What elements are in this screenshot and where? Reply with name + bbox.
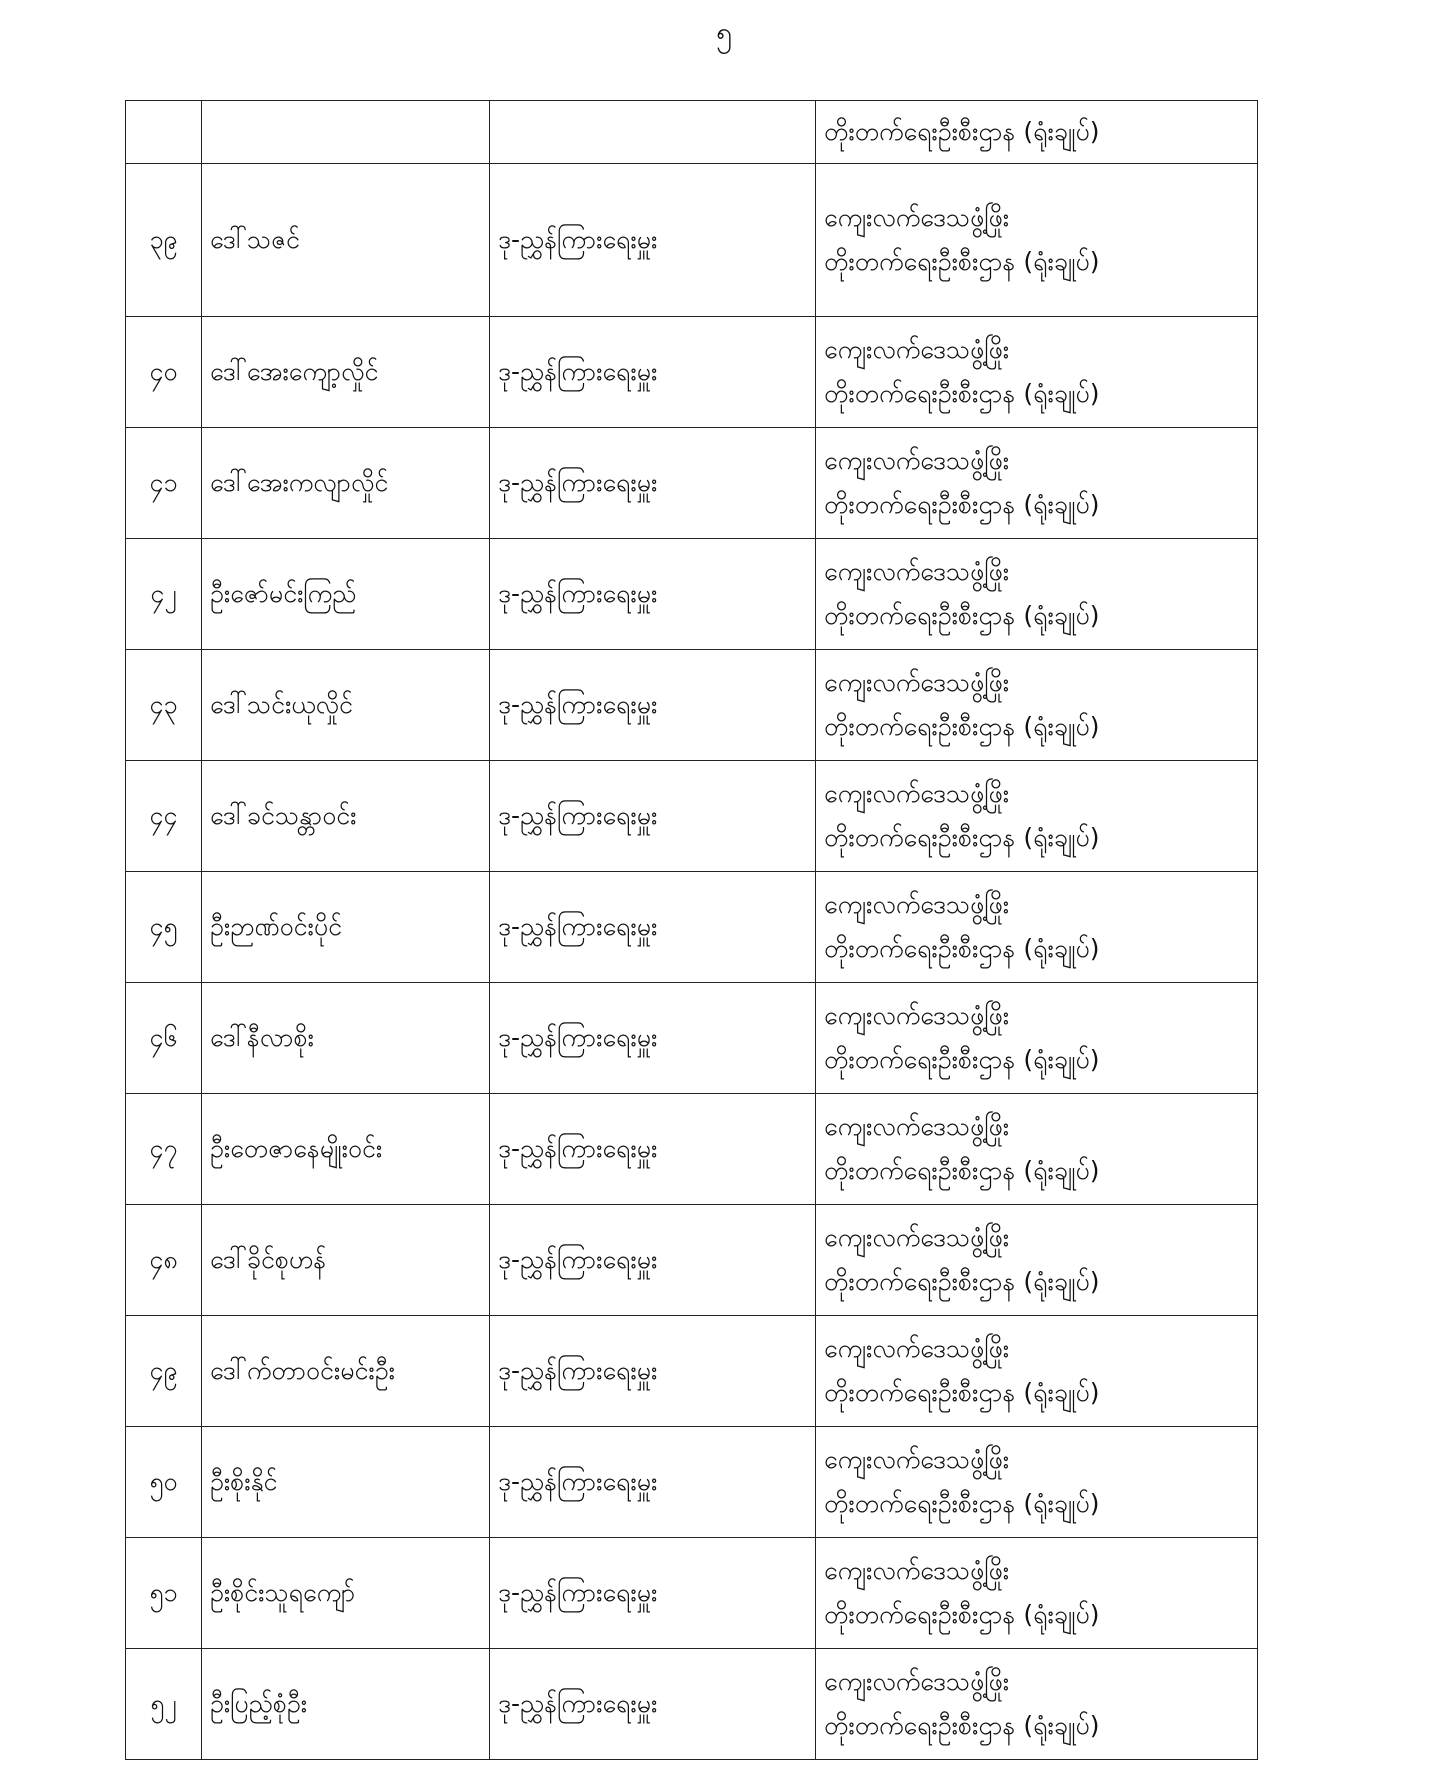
cell-name <box>202 101 490 164</box>
cell-name: ဦးဉာဏ်ဝင်းပိုင် <box>202 872 490 983</box>
personnel-table-body <box>126 101 1258 1760</box>
cell-position: ဒု-ညွှန်ကြားရေးမှူး <box>490 650 816 761</box>
cell-department <box>816 1205 1258 1316</box>
table-row <box>126 650 1258 761</box>
cell-name: ဦးစိုးနိုင် <box>202 1427 490 1538</box>
table-row <box>126 872 1258 983</box>
cell-department <box>816 650 1258 761</box>
cell-position: ဒု-ညွှန်ကြားရေးမှူး <box>490 317 816 428</box>
cell-position: ဒု-ညွှန်ကြားရေးမှူး <box>490 1649 816 1760</box>
cell-number: ၄၄ <box>126 761 202 872</box>
table-row <box>126 1649 1258 1760</box>
cell-department <box>816 872 1258 983</box>
cell-position: ဒု-ညွှန်ကြားရေးမှူး <box>490 1316 816 1427</box>
department-line2: တိုးတက်ရေးဦးစီးဌာန (ရုံးချုပ်) <box>824 379 1100 408</box>
department-line1: ကျေးလက်ဒေသဖွံ့ဖြိုး <box>824 1001 1010 1030</box>
department-line1: ကျေးလက်ဒေသဖွံ့ဖြိုး <box>824 890 1010 919</box>
cell-department <box>816 983 1258 1094</box>
department-line1: ကျေးလက်ဒေသဖွံ့ဖြိုး <box>824 1223 1010 1252</box>
department-line2: တိုးတက်ရေးဦးစီးဌာန (ရုံးချုပ်) <box>824 1045 1100 1074</box>
cell-department <box>816 1427 1258 1538</box>
cell-department <box>816 1649 1258 1760</box>
cell-number: ၄၆ <box>126 983 202 1094</box>
personnel-table <box>125 100 1258 1760</box>
department-line1: ကျေးလက်ဒေသဖွံ့ဖြိုး <box>824 1334 1010 1363</box>
table-row <box>126 1427 1258 1538</box>
cell-department <box>816 101 1258 164</box>
cell-number: ၄၂ <box>126 539 202 650</box>
table-row <box>126 1205 1258 1316</box>
cell-number: ၃၉ <box>126 164 202 317</box>
cell-name: ဦးပြည့်စုံဦး <box>202 1649 490 1760</box>
cell-department <box>816 761 1258 872</box>
table-row <box>126 317 1258 428</box>
cell-name: ဒေါ်သင်းယုလှိုင် <box>202 650 490 761</box>
table-row <box>126 1538 1258 1649</box>
cell-name: ဒေါ်ခင်သန္တာဝင်း <box>202 761 490 872</box>
cell-department <box>816 1538 1258 1649</box>
department-line2: တိုးတက်ရေးဦးစီးဌာန (ရုံးချုပ်) <box>824 1267 1100 1296</box>
cell-department <box>816 539 1258 650</box>
department-line1: ကျေးလက်ဒေသဖွံ့ဖြိုး <box>824 668 1010 697</box>
department-line2: တိုးတက်ရေးဦးစီးဌာန (ရုံးချုပ်) <box>824 247 1100 276</box>
cell-number <box>126 101 202 164</box>
cell-name: ဦးဇော်မင်းကြည် <box>202 539 490 650</box>
table-row <box>126 1094 1258 1205</box>
cell-position: ဒု-ညွှန်ကြားရေးမှူး <box>490 1538 816 1649</box>
department-line2: တိုးတက်ရေးဦးစီးဌာန (ရုံးချုပ်) <box>824 117 1100 146</box>
cell-position: ဒု-ညွှန်ကြားရေးမှူး <box>490 1094 816 1205</box>
department-line1: ကျေးလက်ဒေသဖွံ့ဖြိုး <box>824 1556 1010 1585</box>
table-row <box>126 539 1258 650</box>
cell-position: ဒု-ညွှန်ကြားရေးမှူး <box>490 428 816 539</box>
department-line2: တိုးတက်ရေးဦးစီးဌာန (ရုံးချုပ်) <box>824 1489 1100 1518</box>
cell-position: ဒု-ညွှန်ကြားရေးမှူး <box>490 983 816 1094</box>
department-line1: ကျေးလက်ဒေသဖွံ့ဖြိုး <box>824 203 1010 232</box>
cell-name: ဒေါ်ခိုင်စုဟန် <box>202 1205 490 1316</box>
table-row <box>126 428 1258 539</box>
cell-number: ၄၃ <box>126 650 202 761</box>
cell-name: ဦးစိုင်းသူရကျော် <box>202 1538 490 1649</box>
cell-number: ၅၀ <box>126 1427 202 1538</box>
department-line2: တိုးတက်ရေးဦးစီးဌာန (ရုံးချုပ်) <box>824 1711 1100 1740</box>
cell-name: ဒေါ်နီလာစိုး <box>202 983 490 1094</box>
cell-number: ၄၉ <box>126 1316 202 1427</box>
cell-number: ၄၁ <box>126 428 202 539</box>
table-row <box>126 761 1258 872</box>
cell-number: ၄၇ <box>126 1094 202 1205</box>
department-line2: တိုးတက်ရေးဦးစီးဌာန (ရုံးချုပ်) <box>824 934 1100 963</box>
cell-department <box>816 1316 1258 1427</box>
cell-department <box>816 164 1258 317</box>
cell-department <box>816 317 1258 428</box>
department-line1: ကျေးလက်ဒေသဖွံ့ဖြိုး <box>824 779 1010 808</box>
department-line2: တိုးတက်ရေးဦးစီးဌာန (ရုံးချုပ်) <box>824 601 1100 630</box>
cell-department <box>816 1094 1258 1205</box>
cell-number: ၅၂ <box>126 1649 202 1760</box>
cell-position: ဒု-ညွှန်ကြားရေးမှူး <box>490 872 816 983</box>
cell-name: ဦးတေဇာနေမျိုးဝင်း <box>202 1094 490 1205</box>
department-line2: တိုးတက်ရေးဦးစီးဌာန (ရုံးချုပ်) <box>824 490 1100 519</box>
department-line1: ကျေးလက်ဒေသဖွံ့ဖြိုး <box>824 446 1010 475</box>
department-line1: ကျေးလက်ဒေသဖွံ့ဖြိုး <box>824 1667 1010 1696</box>
continuation-row <box>126 101 1258 164</box>
cell-position: ဒု-ညွှန်ကြားရေးမှူး <box>490 761 816 872</box>
department-line2: တိုးတက်ရေးဦးစီးဌာန (ရုံးချုပ်) <box>824 823 1100 852</box>
department-line1: ကျေးလက်ဒေသဖွံ့ဖြိုး <box>824 335 1010 364</box>
cell-number: ၄၅ <box>126 872 202 983</box>
cell-position: ဒု-ညွှန်ကြားရေးမှူး <box>490 164 816 317</box>
table-row <box>126 164 1258 317</box>
cell-name: ဒေါ်သဇင် <box>202 164 490 317</box>
department-line2: တိုးတက်ရေးဦးစီးဌာန (ရုံးချုပ်) <box>824 1156 1100 1185</box>
department-line1: ကျေးလက်ဒေသဖွံ့ဖြိုး <box>824 1112 1010 1141</box>
table-row <box>126 983 1258 1094</box>
cell-department <box>816 428 1258 539</box>
department-line2: တိုးတက်ရေးဦးစီးဌာန (ရုံးချုပ်) <box>824 1378 1100 1407</box>
cell-position: ဒု-ညွှန်ကြားရေးမှူး <box>490 539 816 650</box>
cell-position: ဒု-ညွှန်ကြားရေးမှူး <box>490 1205 816 1316</box>
table-row <box>126 1316 1258 1427</box>
cell-position <box>490 101 816 164</box>
department-line1: ကျေးလက်ဒေသဖွံ့ဖြိုး <box>824 1445 1010 1474</box>
cell-number: ၄၀ <box>126 317 202 428</box>
department-line1: ကျေးလက်ဒေသဖွံ့ဖြိုး <box>824 557 1010 586</box>
page-number: ၅ <box>716 16 732 49</box>
cell-number: ၄၈ <box>126 1205 202 1316</box>
cell-name: ဒေါ်အေးကျော့လှိုင် <box>202 317 490 428</box>
cell-name: ဒေါ်အေးကလျာလှိုင် <box>202 428 490 539</box>
cell-number: ၅၁ <box>126 1538 202 1649</box>
department-line2: တိုးတက်ရေးဦးစီးဌာန (ရုံးချုပ်) <box>824 1600 1100 1629</box>
cell-position: ဒု-ညွှန်ကြားရေးမှူး <box>490 1427 816 1538</box>
department-line2: တိုးတက်ရေးဦးစီးဌာန (ရုံးချုပ်) <box>824 712 1100 741</box>
cell-name: ဒေါ်က်တာဝင်းမင်းဦး <box>202 1316 490 1427</box>
